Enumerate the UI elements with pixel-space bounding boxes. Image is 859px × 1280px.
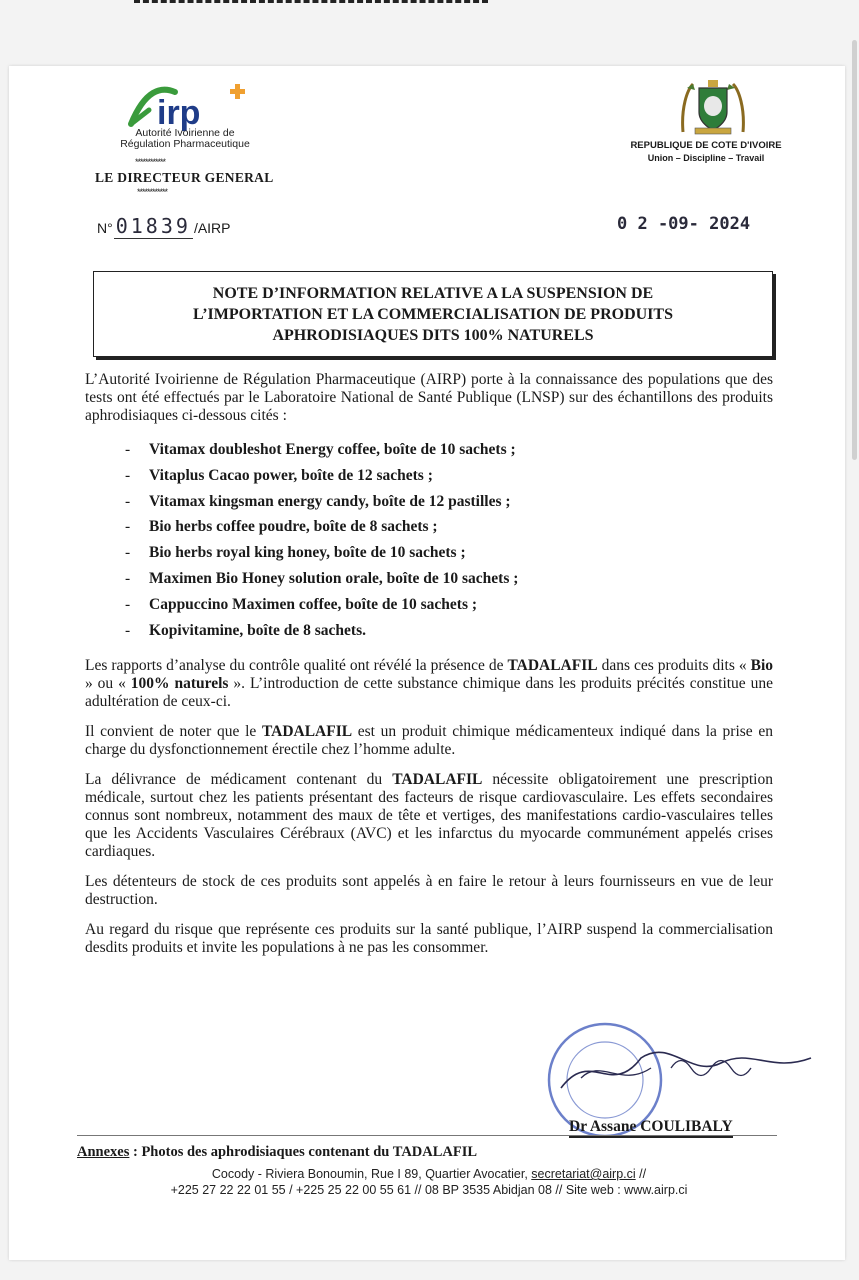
coat-of-arms-emblem bbox=[677, 78, 749, 138]
scrollbar[interactable] bbox=[852, 40, 857, 460]
list-item: - Vitamax doubleshot Energy coffee, boîte de 10 sachets ; bbox=[125, 437, 773, 463]
analysis-paragraph: Les rapports d’analyse du contrôle qualité ont révélé la présence de TADALAFIL dans ces produits dits « Bio » ou « 100% naturels ». L’introduction de cette substance chimique dans les produits précités constitue une adultération de ceux-ci. bbox=[85, 657, 774, 711]
page-footer: Cocody - Riviera Bonoumin, Rue I 89, Quartier Avocatier, secretariat@airp.ci // +225 27 22 22 01 55 / +225 25 22 00 55 61 // 08 BP 3535 Abidjan 08 // Site web : www.airp.ci bbox=[170, 1167, 688, 1197]
director-title: LE DIRECTEUR GENERAL bbox=[95, 170, 274, 185]
stars-divider-bottom: ************ bbox=[137, 187, 168, 197]
footer-email-link[interactable]: secretariat@airp.ci bbox=[531, 1167, 636, 1181]
document-page bbox=[9, 66, 845, 1260]
reference-number: N° 01839 /AIRP bbox=[97, 214, 231, 238]
list-item: - Cappuccino Maximen coffee, boîte de 10 sachets ; bbox=[125, 592, 773, 618]
list-item: - Bio herbs royal king honey, boîte de 10 sachets ; bbox=[125, 540, 773, 566]
annex-line: Annexes : Photos des aphrodisiaques contenant du TADALAFIL bbox=[77, 1144, 478, 1160]
intro-paragraph: L’Autorité Ivoirienne de Régulation Pharmaceutique (AIRP) porte à la connaissance des populations que des tests ont été effectués par le Laboratoire National de Santé Publique (LNSP) sur des échantillons des produits aphrodisiaques ci-dessous cités : bbox=[85, 371, 773, 424]
document-date: 0 2 -09- 2024 bbox=[617, 214, 751, 234]
document-body bbox=[85, 371, 773, 969]
svg-text:irp: irp bbox=[157, 94, 201, 132]
list-item: - Kopivitamine, boîte de 8 sachets. bbox=[125, 618, 773, 644]
footer-divider bbox=[77, 1135, 777, 1136]
stars-divider-top: ************ bbox=[135, 157, 166, 167]
product-list bbox=[125, 437, 773, 643]
org-name: Autorité Ivoirienne de Régulation Pharmaceutique bbox=[120, 127, 250, 150]
prescription-paragraph: La délivrance de médicament contenant du TADALAFIL nécessite obligatoirement une prescription médicale, surtout chez les patients présentant des facteurs de risque cardiovasculaire. Les effets secondaires connus sont nombreux, notamment des maux de tête et vertiges, des manifestations cardio-vasculaires telles que les Accidents Vasculaires Cérébraux (AVC) et les infarctus du myocarde communément appelés crises cardiaques. bbox=[85, 771, 773, 861]
list-item: - Bio herbs coffee poudre, boîte de 8 sachets ; bbox=[125, 514, 773, 540]
reference-number-value: 01839 bbox=[115, 214, 191, 238]
stock-paragraph: Les détenteurs de stock de ces produits sont appelés à en faire le retour à leurs fournisseurs en vue de leur destruction. bbox=[85, 873, 773, 909]
list-item: - Vitaplus Cacao power, boîte de 12 sachets ; bbox=[125, 463, 773, 489]
top-dash-line bbox=[134, 0, 488, 11]
suspension-paragraph: Au regard du risque que représente ces produits sur la santé publique, l’AIRP suspend la commercialisation desdits produits et invite les populations à ne pas les consommer. bbox=[85, 921, 773, 957]
list-item: - Vitamax kingsman energy candy, boîte de 12 pastilles ; bbox=[125, 489, 773, 515]
republic-header: REPUBLIQUE DE COTE D'IVOIRE Union – Discipline – Travail bbox=[630, 140, 782, 163]
note-title: NOTE D’INFORMATION RELATIVE A LA SUSPENSION DE L’IMPORTATION ET LA COMMERCIALISATION DE PRODUITS APHRODISIAQUES DITS 100% NATURELS bbox=[93, 271, 773, 357]
list-item: - Maximen Bio Honey solution orale, boîte de 10 sachets ; bbox=[125, 566, 773, 592]
tadalafil-paragraph: Il convient de noter que le TADALAFIL est un produit chimique médicamenteux indiqué dans la prise en charge du dysfonctionnement érectile chez l’homme adulte. bbox=[85, 723, 773, 759]
signer-name: Dr Assane COULIBALY bbox=[569, 1118, 733, 1138]
